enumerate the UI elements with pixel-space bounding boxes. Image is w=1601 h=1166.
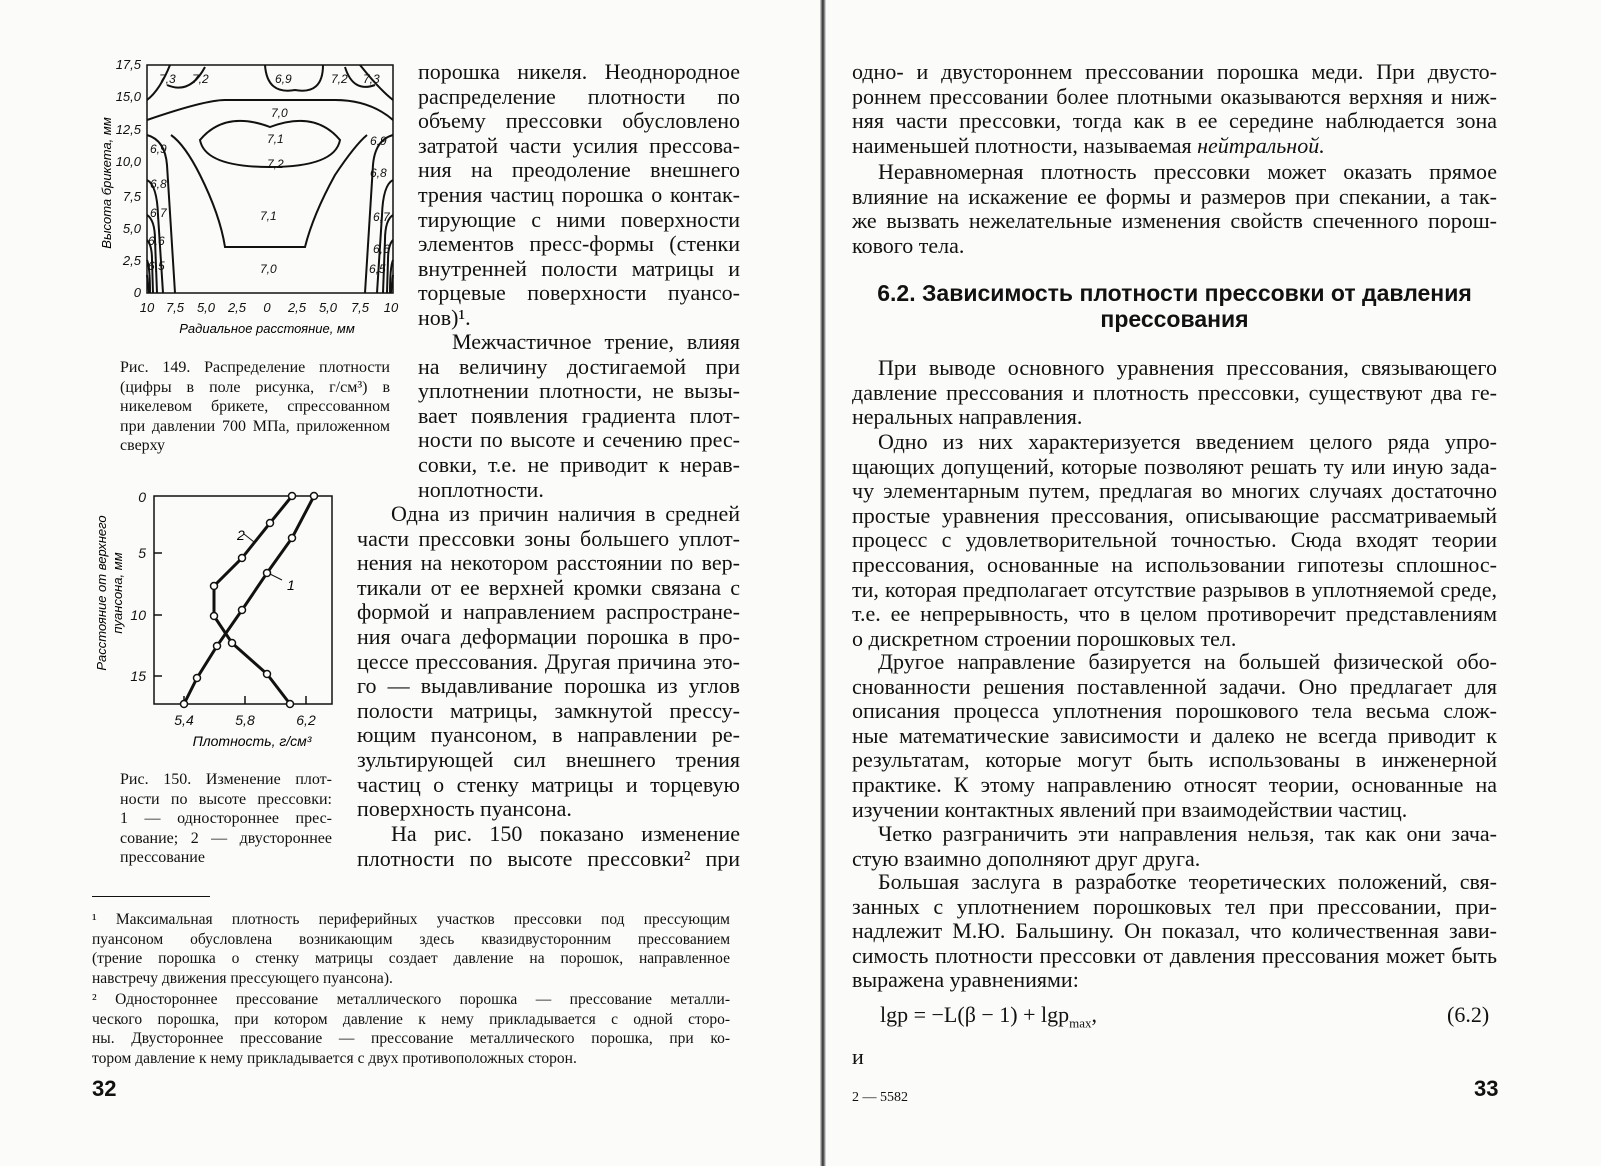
y-tick: 2,5 bbox=[122, 253, 141, 268]
page-number-right: 33 bbox=[1474, 1076, 1499, 1101]
equation-number: (6.2) bbox=[1447, 1002, 1490, 1027]
x-tick: 10 bbox=[139, 300, 155, 315]
x-tick: 10 bbox=[383, 300, 399, 315]
fig149-xlabel: Радиальное расстояние, мм bbox=[179, 321, 355, 336]
right-para4: Одно из них характеризуется введением целого ряда упро- щающих допущений, которые позволяют решать ту или иную зада- чу элементарным путем, предлагая во многих случаях достаточно простые уравнения прессования, описывающие рассматриваемый процесс с удовлетворительной точностью. Сюда входят теории прессования, основанные на использовании гипотезы сплошнос- ти, которая предполагает отсутствие разрывов в уплотняемой среде, т.е. ее непрерывность, что в целом противоречит представлениям о дискретном строении порошковых тел. bbox=[852, 429, 1497, 651]
y-tick: 5,0 bbox=[122, 221, 141, 236]
signature-mark: 2 — 5582 bbox=[852, 1090, 908, 1105]
fig150-ylabel-line1: Расстояние от верхнего bbox=[94, 515, 109, 671]
equation-body: lgp = −L(β − 1) + lgp bbox=[880, 1002, 1070, 1027]
right-para6: Четко разграничить эти направления нельзя, так как они зача- стую взаимно дополняют друг друга. bbox=[852, 821, 1497, 871]
left-text-para2: Межчастичное трение, влияя на величину достигаемой при уплотнении плотности, не вызы- вает появления градиента плот- ности по высоте и сечению прес- совки, т.е. не приводит к нерав- ноплотности. bbox=[418, 329, 740, 502]
contour-label: 6,8 bbox=[370, 166, 387, 180]
fig150-xlabel: Плотность, г/см³ bbox=[192, 733, 312, 749]
contour-label: 6,5 bbox=[148, 259, 165, 273]
contour-label: 6,9 bbox=[150, 142, 167, 156]
footnote-2: ² Одностороннее прессование металлического порошка — прессование металли- ческого порошка, при котором давление к нему прикладывается с одной сторо- ны. Двустороннее прессование — прессование металлического порошка, при ко- тором давление к нему прикладывается с двух противоположных сторон. bbox=[92, 991, 730, 1067]
footnote-rule bbox=[92, 896, 210, 897]
heading-line1: 6.2. Зависимость плотности прессовки от давления bbox=[877, 280, 1472, 306]
right-para5: Другое направление базируется на большей физической обо- снованности решения поставленной задачи. Оно предлагает для описания процесса уплотнения порошкового тела весьма слож- ные математические зависимости и далеко не всегда приводит к результатам, которые могут быть использованы в инженерной практике. К этому направлению относят теории, основанные на изучении контактных явлений при взаимодействии частиц. bbox=[852, 649, 1497, 822]
contour-label: 6,6 bbox=[373, 242, 390, 256]
fig150-ylabel-line2: пуансона, мм bbox=[110, 552, 125, 634]
contour-label: 7,3 bbox=[363, 72, 380, 86]
left-text-para1: порошка никеля. Неоднородное распределение плотности по объему прессовки обусловлено затратой части усилия прессова- ния на преодоление внешнего трения частиц порошка о контак- тирующие с ними поверхности элементов пресс-формы (стенки внутренней полости матрицы и торцевые поверхности пуансо- нов)¹. bbox=[418, 59, 740, 330]
x-tick: 2,5 bbox=[287, 300, 307, 315]
y-tick: 15,0 bbox=[115, 89, 141, 104]
contour-label: 7,1 bbox=[260, 209, 277, 223]
x-tick: 5,8 bbox=[235, 712, 255, 728]
neutral-term: нейтральной. bbox=[1197, 132, 1325, 158]
contour-label: 7,3 bbox=[159, 72, 176, 86]
x-tick: 5,0 bbox=[196, 300, 216, 315]
para1-last-line: наименьшей плотности, называемая bbox=[852, 132, 1192, 158]
heading-line2: прессования bbox=[1100, 306, 1249, 332]
book-spine bbox=[820, 0, 826, 1166]
x-tick: 0 bbox=[263, 300, 271, 315]
right-para3: При выводе основного уравнения прессования, связывающего давление прессования и плотность прессовки, существуют два ге- неральных направления. bbox=[852, 355, 1497, 430]
right-para7: Большая заслуга в разработке теоретических положений, свя- занных с уплотнением порошковых тел при прессовании, при- надлежит М.Ю. Бальшину. Он показал, что количественная зави- симость плотности прессовки от давления прессования может быть выражена уравнениями: bbox=[852, 869, 1497, 993]
contour-label: 6,9 bbox=[370, 134, 387, 148]
contour-label: 7,2 bbox=[331, 72, 348, 86]
y-tick: 0 bbox=[138, 489, 146, 505]
left-text-para3: Одна из причин наличия в средней части прессовки зоны большего уплот- нения на некотором расстоянии по вер- тикали от ее верхней кромки связана с формой и направлением распростране- ния очага деформации порошка в про- цессе прессования. Другая причина это- го — выдавливание порошка из углов полости матрицы, замкнутой прессу- ющим пуансоном, в направлении ре- зультирующей сил внешнего трения частиц о стенку матрицы и торцевую поверхность пуансона. bbox=[357, 501, 740, 822]
left-text-para4: На рис. 150 показано изменение плотности по высоте прессовки² при bbox=[357, 821, 740, 871]
x-tick: 2,5 bbox=[227, 300, 247, 315]
equation-subscript: max bbox=[1069, 1015, 1092, 1031]
contour-label: 6,5 bbox=[369, 262, 386, 276]
x-tick: 5,0 bbox=[318, 300, 338, 315]
fig150-caption: Рис. 150. Изменение плот- ности по высоте прессовки: 1 — одностороннее прес- сование; 2 — двустороннее прессование bbox=[120, 771, 332, 866]
x-tick: 5,4 bbox=[174, 712, 194, 728]
contour-label: 6,8 bbox=[150, 177, 167, 191]
contour-label: 6,6 bbox=[148, 234, 165, 248]
fig149-caption: Рис. 149. Распределение плотности (цифры в поле рисунка, г/см³) в никелевом брикете, спрессованном при давлении 700 МПа, приложенном сверху bbox=[120, 359, 390, 454]
footnote-1: ¹ Максимальная плотность периферийных участков прессовки под прессующим пуансоном обусловлена возникающим здесь квазидвусторонним прессованием (трение порошка о стенку матрицы создает давление на порошок, направленное навстречу движения прессующего пуансона). bbox=[92, 911, 730, 987]
contour-label: 7,2 bbox=[192, 72, 209, 86]
trailing-word: и bbox=[852, 1044, 864, 1069]
contour-label: 7,0 bbox=[260, 262, 277, 276]
section-heading bbox=[852, 280, 1497, 332]
y-tick: 7,5 bbox=[122, 189, 141, 204]
fig149-ylabel: Высота брикета, мм bbox=[99, 117, 114, 249]
y-tick: 10 bbox=[130, 607, 146, 623]
curve-label-1: 1 bbox=[287, 577, 295, 593]
y-tick: 10,0 bbox=[115, 154, 141, 169]
fig149-contour-plot bbox=[95, 55, 410, 340]
page-number-left: 32 bbox=[92, 1076, 117, 1101]
y-tick: 0 bbox=[133, 285, 141, 300]
x-tick: 7,5 bbox=[350, 300, 370, 315]
fig150-density-plot bbox=[92, 488, 352, 753]
contour-label: 6,7 bbox=[150, 206, 167, 220]
equation-tail: , bbox=[1091, 1002, 1098, 1027]
curve-label-2: 2 bbox=[237, 527, 245, 543]
contour-label: 6,9 bbox=[275, 72, 292, 86]
right-para1: одно- и двустороннем прессовании порошка меди. При двусто- роннем прессовании более плотными оказываются верхняя и ниж- няя части прессовки, тогда как в ее середине наблюдается зона наименьшей плотности, называемая нейтральной. bbox=[852, 59, 1497, 158]
contour-label: 7,0 bbox=[271, 106, 288, 120]
right-para2: Неравномерная плотность прессовки может оказать прямое влияние на искажение ее формы и размеров при спекании, а так- же вызвать нежелательные изменения свойств спеченного порош- кового тела. bbox=[852, 159, 1497, 258]
contour-label: 6,7 bbox=[373, 210, 390, 224]
y-tick: 5 bbox=[138, 545, 146, 561]
x-tick: 7,5 bbox=[165, 300, 185, 315]
contour-label: 7,2 bbox=[267, 157, 284, 171]
contour-label: 7,1 bbox=[267, 132, 284, 146]
x-tick: 6,2 bbox=[296, 712, 316, 728]
y-tick: 15 bbox=[130, 668, 146, 684]
y-tick: 17,5 bbox=[115, 57, 141, 72]
y-tick: 12,5 bbox=[115, 122, 141, 137]
equation bbox=[880, 1002, 1097, 1031]
